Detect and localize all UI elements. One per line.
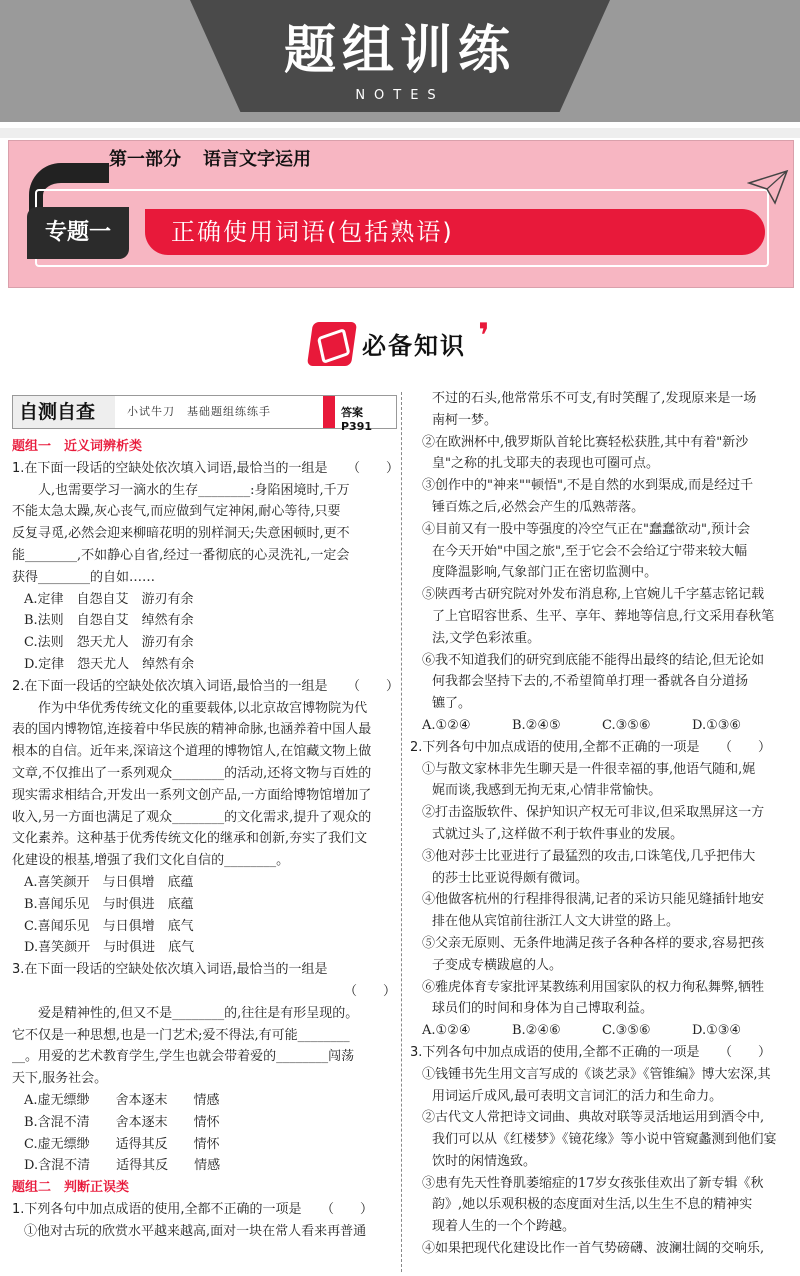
option-line: ⑥雅虎体育专家批评某教练利用国家队的权力徇私舞弊,牺牲 [422,979,765,995]
answer-reference: 答案 P391 [341,406,373,433]
banner-subtitle: NOTES [355,88,445,103]
passage-line: 反复寻觅,必然会迎来柳暗花明的别样洞天;失意困顿时,更不 [12,526,350,542]
passage-line: 文化素养。这种基于优秀传统文化的继承和创新,夯实了我们文 [12,831,368,847]
option-line: ⑥我不知道我们的研究到底能不能得出最终的结论,但无论如 [422,652,765,668]
passage-line: 文章,不仅推出了一系列观众________的活动,还将文物与百姓的 [12,765,372,781]
passage-line: 根本的自信。近年来,深谙这个道理的博物馆人,在馆藏文物上做 [12,744,372,760]
option-continuation: 不过的石头,他常常乐不可支,有时笑醒了,发现原来是一场 [432,391,757,406]
passage-line: 天下,服务社会。 [12,1071,108,1087]
answer-option: B.②④⑤ [512,717,561,733]
accent-strip [323,396,335,428]
comma-mark-icon: ❜ [478,316,490,356]
option-line: ④目前又有一股中等强度的冷空气正在"蠢蠢欲动",预计会 [422,521,751,537]
option-continuation: 排在他从宾馆前往浙江人文大讲堂的路上。 [432,914,680,930]
option-continuation: 球员们的时间和身体为自己博取利益。 [432,1001,654,1017]
must-know-heading [310,318,500,370]
part-name: 语言文字运用 [203,149,311,170]
option-continuation: 度降温影响,气象部门正在密切监测中。 [432,565,658,581]
must-know-label: 必备知识 [362,332,466,360]
check-badge-icon [307,322,357,366]
option-line: ⑤陕西考古研究院对外发布消息称,上官婉儿千字墓志铭记载 [422,587,765,603]
passage-line: 收入,另一方面也满足了观众________的文化需求,提升了观众的 [12,809,372,825]
question-stem: 1.下列各句中加点成语的使用,全都不正确的一项是 （ ） [12,1201,374,1217]
option-line: ③创作中的"神来""顿悟",不是自然的水到渠成,而是经过千 [422,478,754,494]
self-test-title: 自测自查 [13,396,115,428]
option-line: B.法则 自怨自艾 绰然有余 [24,613,194,629]
answer-option: D.①③⑥ [692,717,742,733]
passage-line: 爱是精神性的,但又不是________的,往往是有形呈现的。 [38,1005,359,1021]
option-continuation: 我们可以从《红楼梦》《镜花缘》等小说中管窥蠡测到他们宴 [432,1132,777,1148]
answer-option: C.③⑤⑥ [602,1023,651,1039]
option-continuation: 南柯一梦。 [432,412,498,428]
passage-line: 现实需求相结合,开发出一系列文创产品,一方面给博物馆增加了 [12,787,372,803]
option-line: D.含混不清 适得其反 情感 [24,1158,221,1174]
answer-options [410,715,790,737]
passage-line: __。用爱的艺术教育学生,学生也就会带着爱的________闯荡 [12,1049,355,1065]
divider-band [0,128,800,138]
option-line: ①与散文家林非先生聊天是一件很幸福的事,他语气随和,娓 [422,761,756,777]
option-line: ④如果把现代化建设比作一首气势磅礴、波澜壮阔的交响乐, [422,1241,765,1257]
answer-option: B.②④⑥ [512,1023,561,1039]
right-column [410,388,790,1260]
option-line: D.喜笑颜开 与时俱进 底气 [24,940,195,956]
answer-bracket: （ ） [343,983,396,999]
option-continuation: 皇"之称的扎戈耶夫的表现也可圈可点。 [432,456,659,472]
passage-line: 人,也需要学习一滴水的生存________:身陷困境时,千万 [38,482,350,498]
option-line: A.虚无缥缈 舍本逐末 情感 [24,1092,220,1108]
option-line: ②古代文人常把诗文词曲、典故对联等灵活地运用到酒令中, [422,1110,765,1126]
banner-title: 题组训练 [283,21,516,81]
question-stem: 3.在下面一段话的空缺处依次填入词语,最恰当的一组是 [12,962,328,978]
option-line: ④他做客杭州的行程排得很满,记者的采访只能见缝插针地安 [422,892,765,908]
passage-line: 化建设的根基,增强了我们文化自信的________。 [12,853,290,869]
passage-line: 不能太急太躁,灰心丧气,而应做到气定神闲,耐心等待,只要 [12,504,341,520]
section-header [8,140,794,288]
option-continuation: 子变成专横跋扈的人。 [432,957,563,973]
option-line: C.虚无缥缈 适得其反 情怀 [24,1136,220,1152]
option-continuation: 娓而谈,我感到无拘无束,心情非常愉快。 [432,783,662,799]
option-line: D.定律 怨天尤人 绰然有余 [24,656,195,672]
option-line: B.含混不清 舍本逐末 情怀 [24,1114,220,1130]
column-divider [401,392,402,1272]
left-column [12,436,400,1242]
option-line: ①钱锺书先生用文言写成的《谈艺录》《管锥编》博大宏深,其 [422,1066,771,1082]
option-line: C.喜闻乐见 与日俱增 底气 [24,918,194,934]
answer-option: D.①③④ [692,1023,742,1039]
question-stem: 3.下列各句中加点成语的使用,全都不正确的一项是 （ ） [410,1044,772,1060]
question-stem: 1.在下面一段话的空缺处依次填入词语,最恰当的一组是 （ ） [12,460,400,476]
passage-line: 表的国内博物馆,连接着中华民族的精神命脉,也涵养着中国人最 [12,722,372,738]
option-line: ②在欧洲杯中,俄罗斯队首轮比赛轻松获胜,其中有着"新沙 [422,434,749,450]
option-line: C.法则 怨天尤人 游刃有余 [24,635,194,651]
option-continuation: 在今天开始"中国之旅",至于它会不会给辽宁带来较大幅 [432,543,748,559]
option-line: A.喜笑颜开 与日俱增 底蕴 [24,874,194,890]
option-continuation: 式就过头了,这样做不利于软件事业的发展。 [432,826,684,842]
group-heading: 题组一 近义词辨析类 [12,439,143,454]
passage-line: 作为中华优秀传统文化的重要载体,以北京故宫博物院为代 [38,700,368,716]
option-continuation: 法,文学色彩浓重。 [432,630,541,646]
question-stem: 2.在下面一段话的空缺处依次填入词语,最恰当的一组是 （ ） [12,678,400,694]
option-line: ⑤父亲无原则、无条件地满足孩子各种各样的要求,容易把孩 [422,935,765,951]
option-continuation: 饮时的闲情逸致。 [432,1153,537,1169]
answer-option: C.③⑤⑥ [602,717,651,733]
passage-line: 它不仅是一种思想,也是一门艺术;爱不得法,有可能________ [12,1027,350,1043]
answer-options [410,1020,790,1042]
answer-option: A.①②④ [422,1023,471,1039]
option-line: A.定律 自怨自艾 游刃有余 [24,591,194,607]
answer-option: A.①②④ [422,717,471,733]
paper-plane-icon [747,169,789,205]
self-test-bar [12,395,397,433]
option-line: B.喜闻乐见 与时俱进 底蕴 [24,896,194,912]
option-continuation: 锤百炼之后,必然会产生的瓜熟蒂落。 [432,499,645,515]
option-continuation: 韵》,她以乐观积极的态度面对生活,以生生不息的精神实 [432,1197,753,1213]
group-heading: 题组二 判断正误类 [12,1180,130,1196]
option-continuation: 现着人生的一个个跨越。 [432,1219,576,1235]
self-test-slogan: 小试牛刀 基础题组练练手 [127,405,271,418]
top-banner [0,0,800,122]
option-line: ①他对古玩的欣赏水平越来越高,面对一块在常人看来再普通 [24,1223,367,1239]
question-stem: 2.下列各句中加点成语的使用,全都不正确的一项是 （ ） [410,739,772,755]
part-label: 第一部分 [109,149,181,170]
option-continuation: 的莎士比亚说得颇有微词。 [432,870,589,886]
part-heading [109,145,311,171]
option-continuation: 用词运斤成风,最可表明文言词汇的活力和生命力。 [432,1088,723,1104]
option-continuation: 何我都会坚持下去的,不希望简单打理一番就各自分道扬 [432,674,749,690]
option-line: ②打击盗版软件、保护知识产权无可非议,但采取黑屏这一方 [422,805,765,821]
passage-line: 能________,不如静心自省,经过一番彻底的心灵洗礼,一定会 [12,547,350,563]
option-continuation: 镳了。 [432,696,472,712]
option-line: ③他对莎士比亚进行了最猛烈的攻击,口诛笔伐,几乎把伟大 [422,848,756,864]
topic-tag: 专题一 [27,207,129,259]
passage-line: 获得________的自如…… [12,569,156,585]
option-continuation: 了上官昭容世系、生平、享年、葬地等信息,行文采用春秋笔 [432,608,775,624]
topic-title: 正确使用词语(包括熟语) [145,209,765,255]
option-line: ③患有先天性脊肌萎缩症的17岁女孩张佳欢出了新专辑《秋 [422,1175,764,1191]
